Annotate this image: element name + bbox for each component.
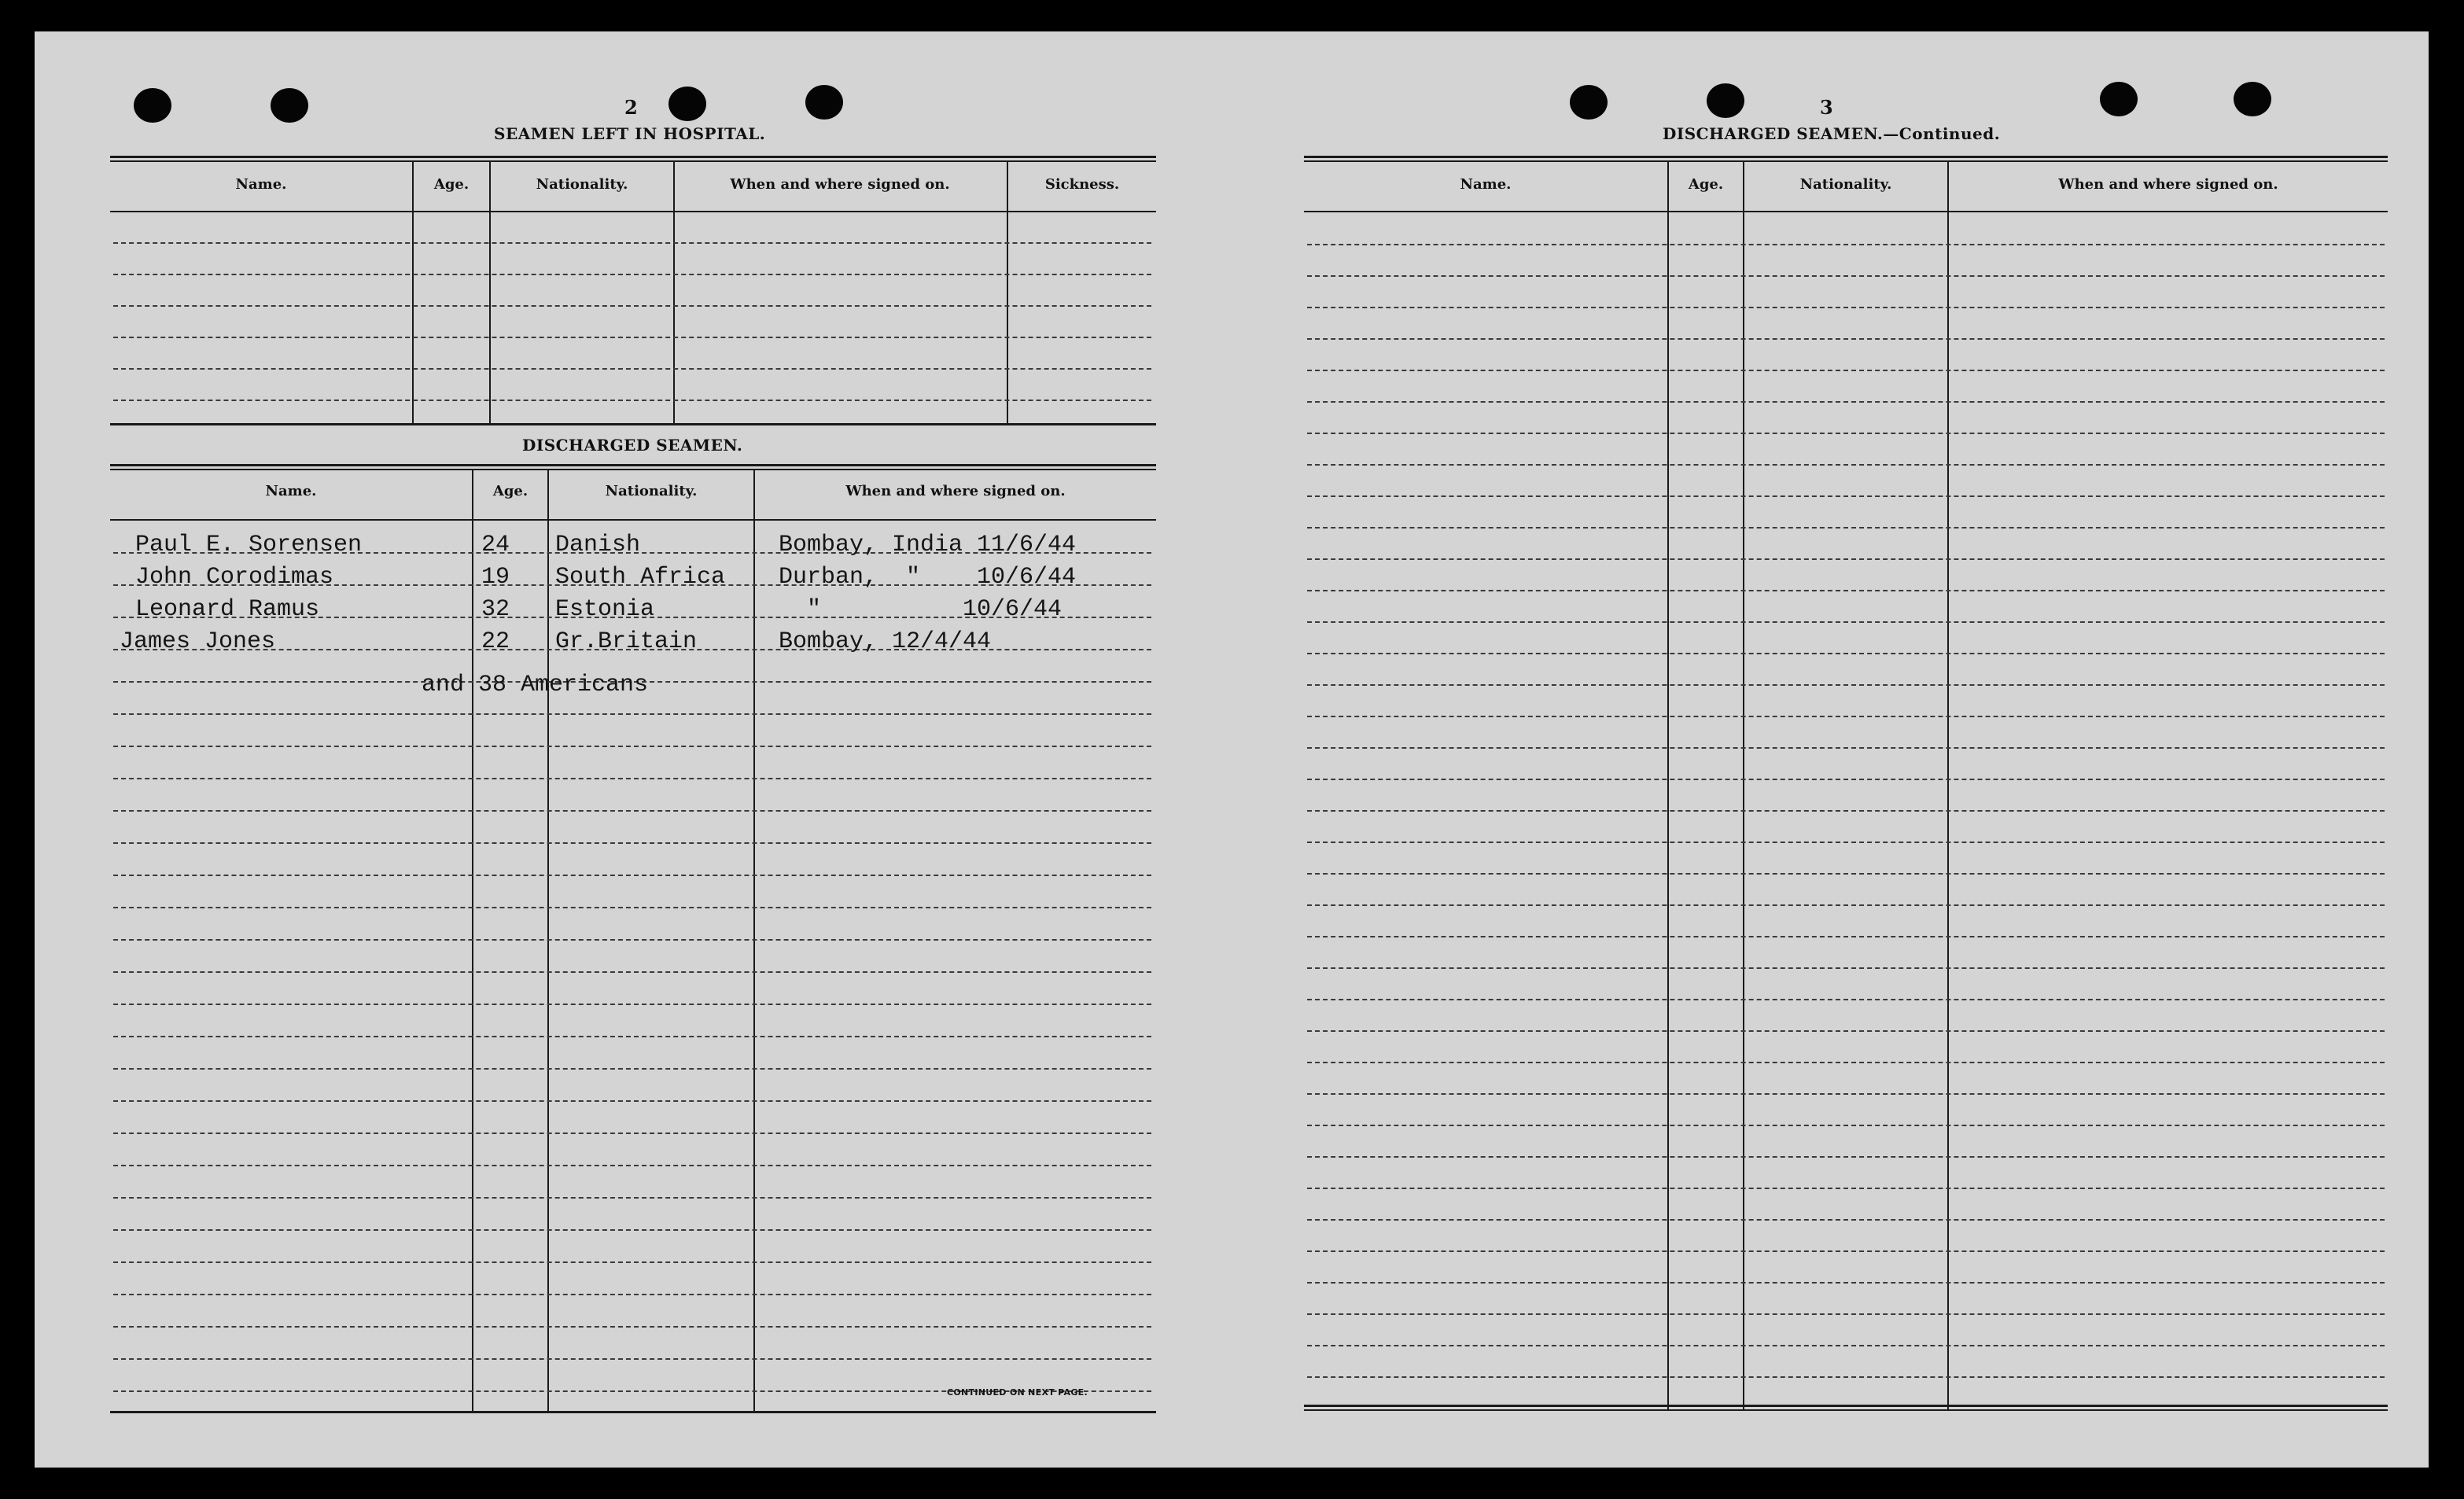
discharged-top-rule [110,464,1156,466]
hospital-col-name: Name. [235,176,287,193]
punch-hole [668,87,706,121]
discharged-header-rule [110,519,1156,521]
crew-signed-on: " 10/6/44 [779,596,1063,623]
punch-hole [805,85,843,120]
page-number-right: 3 [1820,96,1833,119]
crew-name: James Jones [120,628,276,655]
punch-hole [1570,85,1608,120]
hospital-col-age: Age. [433,176,470,193]
punch-hole [1707,83,1744,118]
discharged-bottom-rule [110,1411,1156,1413]
right-bottom-rule [1304,1405,2388,1407]
continued-section-title: DISCHARGED SEAMEN.—Continued. [1663,124,2001,143]
crew-age: 19 [481,564,510,591]
crew-name: Leonard Ramus [135,596,320,623]
right-col-nationality: Nationality. [1799,176,1892,193]
discharged-col-age: Age. [492,483,529,499]
crew-name: John Corodimas [135,564,334,591]
punch-hole [2100,82,2138,116]
continued-footer: CONTINUED ON NEXT PAGE. [947,1387,1088,1398]
right-top-rule [1304,156,2388,158]
manifest-spread [35,31,2429,1468]
crew-age: 32 [481,596,510,623]
hospital-section-title: SEAMEN LEFT IN HOSPITAL. [494,124,766,143]
crew-nationality: Gr.Britain [555,628,698,655]
hospital-col-signed-on: When and where signed on. [730,176,950,193]
right-col-age: Age. [1688,176,1724,193]
page-number-left: 2 [624,96,638,119]
discharged-col-name: Name. [265,483,317,499]
crew-signed-on: Bombay, 12/4/44 [779,628,992,655]
hospital-top-rule [110,156,1156,158]
crew-nationality: Estonia [555,596,655,623]
punch-hole [134,88,171,123]
hospital-header-rule [110,211,1156,212]
crew-nationality: South Africa [555,564,726,591]
punch-hole [2234,82,2271,116]
punch-hole [271,88,308,123]
hospital-bottom-rule [110,423,1156,425]
discharged-section-title: DISCHARGED SEAMEN. [522,436,743,455]
discharged-col-nationality: Nationality. [605,483,698,499]
crew-name: Paul E. Sorensen [135,532,363,558]
right-col-name: Name. [1460,176,1512,193]
crew-age: 22 [481,628,510,655]
right-col-signed-on: When and where signed on. [2058,176,2278,193]
hospital-col-nationality: Nationality. [536,176,628,193]
crew-signed-on: Durban, " 10/6/44 [779,564,1077,591]
discharged-col-signed-on: When and where signed on. [845,483,1066,499]
crew-nationality: Danish [555,532,641,558]
right-header-rule [1304,211,2388,212]
crew-age: 24 [481,532,510,558]
additional-crew-note: and 38 Americans [422,672,649,698]
crew-signed-on: Bombay, India 11/6/44 [779,532,1077,558]
hospital-col-sickness: Sickness. [1044,176,1120,193]
